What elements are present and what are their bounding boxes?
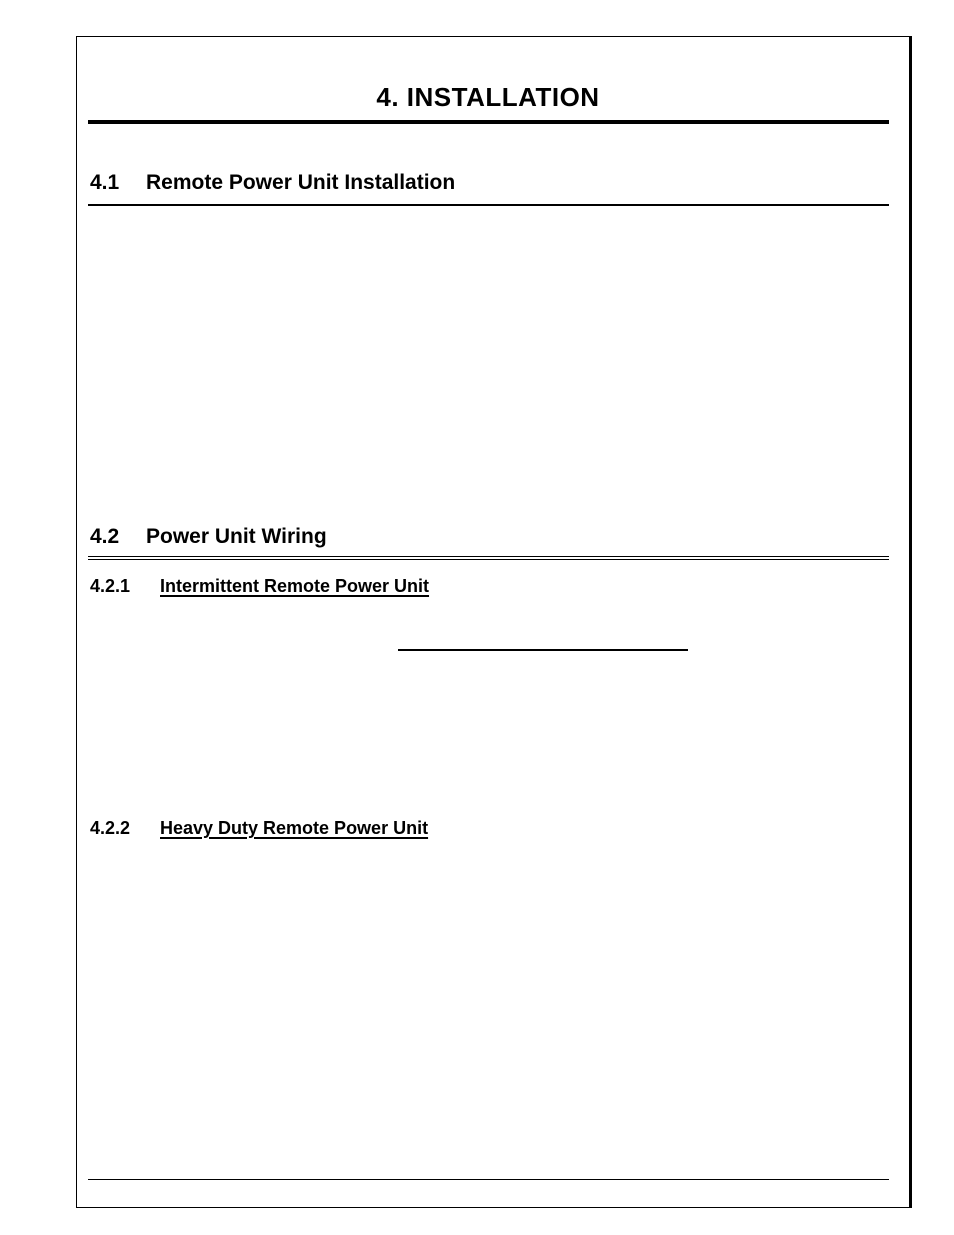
section-heading-4-1 bbox=[90, 171, 455, 195]
subsection-number: 4.2.2 bbox=[90, 818, 131, 838]
subsection-heading-4-2-1 bbox=[90, 576, 429, 597]
subsection-title: Heavy Duty Remote Power Unit bbox=[160, 818, 429, 838]
chapter-title: 4. INSTALLATION bbox=[376, 82, 600, 112]
subsection-number: 4.2.1 bbox=[90, 576, 131, 596]
page-frame bbox=[76, 36, 910, 1208]
section-number: 4.1 bbox=[90, 171, 120, 194]
chapter-title-rule bbox=[88, 120, 889, 124]
subsection-heading-4-2-2 bbox=[90, 818, 428, 839]
section-heading-4-2 bbox=[90, 525, 327, 549]
blank-line bbox=[398, 649, 688, 651]
section-rule bbox=[88, 556, 889, 560]
page-frame-shadow bbox=[909, 36, 912, 1208]
section-title: Remote Power Unit Installation bbox=[146, 171, 456, 194]
subsection-title: Intermittent Remote Power Unit bbox=[160, 576, 430, 596]
footer-rule bbox=[88, 1179, 889, 1180]
section-title: Power Unit Wiring bbox=[146, 525, 327, 548]
section-number: 4.2 bbox=[90, 525, 120, 548]
section-rule bbox=[88, 204, 889, 206]
